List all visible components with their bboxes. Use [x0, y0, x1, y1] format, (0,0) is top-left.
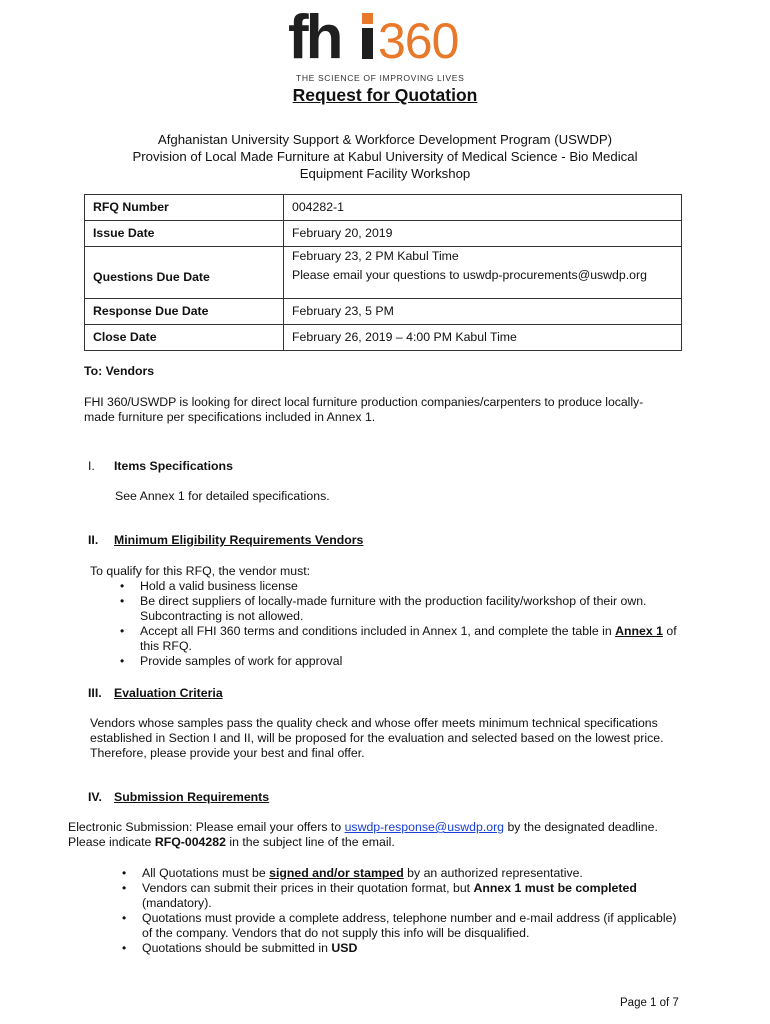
bullet-icon: •: [122, 941, 127, 955]
response-due-value: February 23, 5 PM: [284, 299, 682, 325]
to-vendors-line: To: Vendors: [84, 364, 155, 378]
rfq-details-table: [84, 194, 682, 351]
paragraph-text: in the subject line of the email.: [225, 835, 395, 849]
eligibility-list: [120, 579, 700, 669]
list-item-text: (mandatory).: [142, 896, 212, 910]
questions-due-value: February 23, 2 PM Kabul Time: [292, 249, 459, 263]
annex-completed-emphasis: Annex 1 must be completed: [473, 881, 637, 895]
list-item-text: Provide samples of work for approval: [140, 654, 343, 668]
subtitle-line: Equipment Facility Workshop: [299, 166, 471, 181]
intro-line: made furniture per specifications included in Annex 1.: [84, 410, 376, 424]
response-email-link[interactable]: uswdp-response@uswdp.org: [344, 820, 505, 834]
close-date-value: February 26, 2019 – 4:00 PM Kabul Time: [284, 325, 682, 351]
bullet-icon: •: [122, 866, 127, 880]
list-item-text: by an authorized representative.: [403, 866, 583, 880]
table-row: [85, 195, 682, 221]
rfq-number-label: RFQ Number: [85, 195, 284, 221]
page-title: Request for Quotation: [292, 85, 478, 105]
bullet-icon: •: [122, 911, 127, 925]
list-item: [122, 941, 702, 956]
list-item-text: Accept all FHI 360 terms and conditions included in Annex 1, and complete the table in: [140, 624, 616, 638]
list-item-text: of: [662, 624, 677, 638]
section-4-number: IV.: [88, 790, 102, 804]
list-item-text: Be direct suppliers of locally-made furniture with the production facility/workshop of their own.: [140, 594, 647, 608]
intro-paragraph: [84, 395, 684, 425]
logo-i-dot: [362, 13, 373, 24]
list-item-text: Quotations should be submitted in: [142, 941, 332, 955]
list-item: [120, 594, 700, 624]
submission-list: [122, 866, 702, 956]
paragraph-line: Vendors whose samples pass the quality check and whose offer meets minimum technical specifications: [90, 716, 658, 730]
currency-emphasis: USD: [331, 941, 358, 955]
section-3-number: III.: [88, 686, 102, 700]
bullet-icon: •: [120, 579, 125, 593]
section-4-title: Submission Requirements: [114, 790, 270, 804]
annex-1-reference: Annex 1: [615, 624, 663, 638]
close-date-label: Close Date: [85, 325, 284, 351]
list-item-text: All Quotations must be: [142, 866, 270, 880]
section-2-lead: To qualify for this RFQ, the vendor must:: [90, 564, 311, 578]
section-3-heading: [88, 686, 223, 701]
section-1-text: See Annex 1 for detailed specifications.: [115, 489, 330, 503]
signed-stamped-emphasis: signed and/or stamped: [269, 866, 404, 880]
list-item: [122, 866, 702, 881]
subtitle-line: Provision of Local Made Furniture at Kabul University of Medical Science - Bio Medical: [132, 149, 638, 164]
list-item: [120, 654, 700, 669]
list-item-text: this RFQ.: [140, 639, 192, 653]
list-item-text: Subcontracting is not allowed.: [140, 609, 304, 623]
paragraph-line: [68, 835, 708, 850]
page-number: Page 1 of 7: [620, 997, 679, 1009]
list-item-text: Vendors can submit their prices in their quotation format, but: [142, 881, 474, 895]
logo-text-fh: fh: [288, 4, 341, 64]
section-2-number: II.: [88, 533, 99, 547]
response-due-label: Response Due Date: [85, 299, 284, 325]
intro-line: FHI 360/USWDP is looking for direct local furniture production companies/carpenters to produce locally-: [84, 395, 644, 409]
list-item: [120, 624, 700, 654]
section-1-number: I.: [88, 459, 95, 473]
subtitle-line: Afghanistan University Support & Workforce Development Program (USWDP): [157, 132, 613, 147]
list-item: [122, 911, 702, 941]
table-row: [85, 299, 682, 325]
fhi360-logo: [288, 4, 468, 84]
bullet-icon: •: [120, 624, 125, 638]
list-item-text: Hold a valid business license: [140, 579, 298, 593]
paragraph-text: by the designated deadline.: [504, 820, 658, 834]
list-item-text: Quotations must provide a complete address, telephone number and e-mail address (if applicable): [142, 911, 677, 925]
rfq-number-value: 004282-1: [284, 195, 682, 221]
issue-date-label: Issue Date: [85, 221, 284, 247]
project-subtitle: [90, 131, 680, 182]
questions-due-cell: [284, 247, 682, 299]
paragraph-text: Please indicate: [68, 835, 155, 849]
questions-due-label: Questions Due Date: [85, 247, 284, 299]
logo-text-360: 360: [378, 13, 459, 64]
table-row: [85, 221, 682, 247]
bullet-icon: •: [120, 594, 125, 608]
issue-date-value: February 20, 2019: [284, 221, 682, 247]
paragraph-line: [68, 820, 708, 835]
paragraph-text: Electronic Submission: Please email your offers to: [68, 820, 345, 834]
list-item-text: of the company. Vendors that do not supply this info will be disqualified.: [142, 926, 530, 940]
section-3-title: Evaluation Criteria: [114, 686, 223, 700]
paragraph-line: established in Section I and II, will be proposed for the evaluation and selected based on the lowest price.: [90, 731, 664, 745]
bullet-icon: •: [122, 881, 127, 895]
logo-tagline: THE SCIENCE OF IMPROVING LIVES: [296, 73, 465, 83]
submission-paragraph: [68, 820, 708, 850]
section-1-title: Items Specifications: [114, 459, 233, 473]
table-row: [85, 247, 682, 299]
bullet-icon: •: [120, 654, 125, 668]
section-1-heading: [88, 459, 233, 474]
paragraph-line: Therefore, please provide your best and final offer.: [90, 746, 365, 760]
logo-i-stem: [362, 28, 373, 59]
list-item: [122, 881, 702, 911]
questions-email-note: Please email your questions to uswdp-procurements@uswdp.org: [292, 268, 647, 282]
section-3-paragraph: [90, 716, 690, 761]
table-row: [85, 325, 682, 351]
rfq-reference: RFQ-004282: [154, 835, 226, 849]
section-4-heading: [88, 790, 269, 805]
section-2-heading: [88, 533, 363, 548]
list-item: [120, 579, 700, 594]
fhi360-logo-mark: [288, 4, 468, 64]
section-2-title: Minimum Eligibility Requirements Vendors: [114, 533, 364, 547]
